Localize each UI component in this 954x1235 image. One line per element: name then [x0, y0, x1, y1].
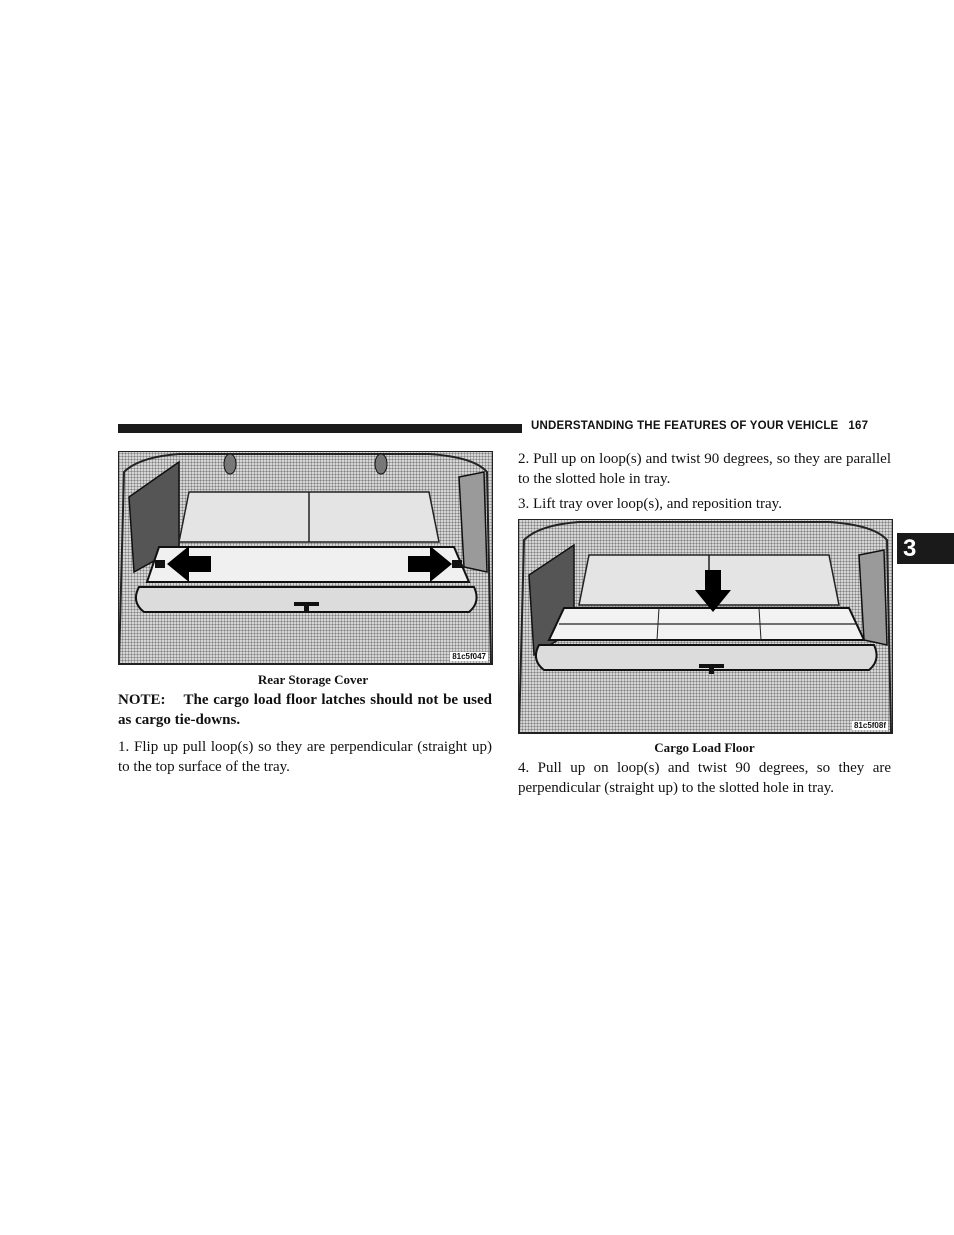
figure-caption: Rear Storage Cover — [257, 672, 369, 687]
figure-code: 81c5f08f — [853, 721, 886, 730]
cargo-load-floor-illustration — [518, 519, 893, 734]
running-header — [531, 420, 868, 432]
cargo-area-drawing — [119, 452, 492, 664]
section-title: UNDERSTANDING THE FEATURES OF YOUR VEHICLE — [531, 420, 839, 432]
figure-code: 81c5f047 — [452, 652, 486, 661]
step-1: 1. Flip up pull loop(s) so they are perpendicular (straight up) to the top surface of the tray. — [118, 739, 492, 775]
cargo-floor-drawing — [519, 520, 892, 733]
header-rule — [118, 424, 522, 433]
note-label: NOTE: — [118, 692, 166, 708]
rear-storage-cover-illustration — [118, 451, 493, 665]
step-3: 3. Lift tray over loop(s), and reposition tray. — [518, 496, 782, 512]
note-text: The cargo load floor latches should not be used as cargo tie-downs. — [118, 692, 492, 728]
step-2: 2. Pull up on loop(s) and twist 90 degrees, so they are parallel to the slotted hole in tray. — [518, 451, 891, 487]
step-4: 4. Pull up on loop(s) and twist 90 degrees, so they are perpendicular (straight up) to the slotted hole in tray. — [518, 760, 891, 796]
note-paragraph — [118, 691, 492, 730]
figure-caption: Cargo Load Floor — [654, 740, 755, 755]
page-number: 167 — [848, 420, 869, 432]
chapter-tab: 3 — [897, 533, 954, 564]
